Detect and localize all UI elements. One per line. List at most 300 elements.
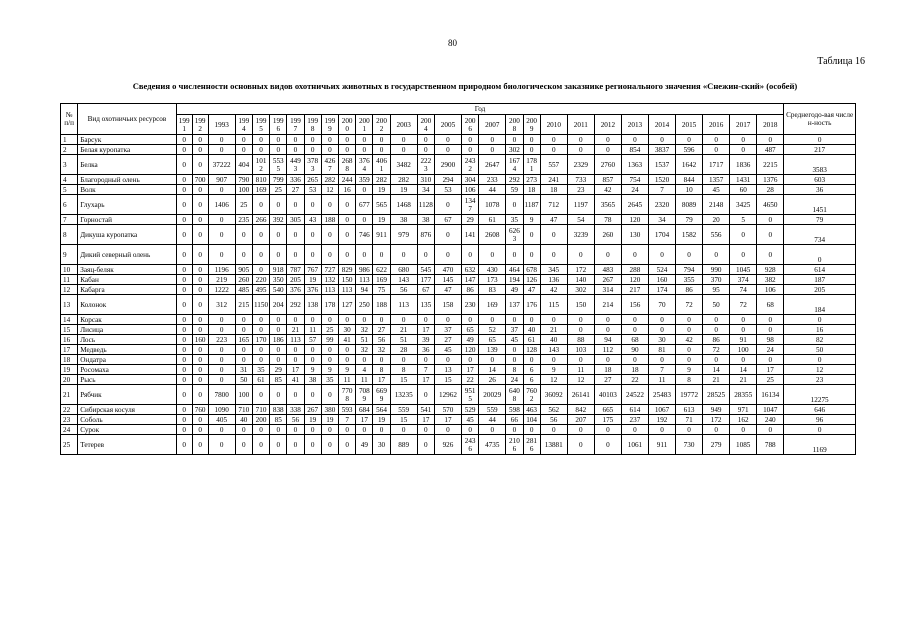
count-cell: 0	[192, 245, 208, 265]
count-cell: 27	[594, 375, 621, 385]
count-cell: 41	[287, 375, 304, 385]
count-cell: 0	[730, 225, 757, 245]
count-cell: 120	[621, 275, 648, 285]
count-cell: 0	[176, 225, 192, 245]
count-cell: 42	[594, 185, 621, 195]
count-cell: 979	[390, 225, 417, 245]
count-cell: 178	[321, 295, 338, 315]
average-cell: 0	[784, 245, 856, 265]
count-cell: 854	[621, 145, 648, 155]
count-cell: 727	[321, 265, 338, 275]
count-cell: 0	[235, 135, 252, 145]
count-cell: 0	[192, 435, 208, 455]
row-number: 18	[61, 355, 78, 365]
count-cell: 132	[321, 275, 338, 285]
count-cell: 0	[373, 135, 390, 145]
count-cell: 139	[479, 345, 506, 355]
table-row	[61, 195, 856, 215]
table-row	[61, 415, 856, 425]
count-cell: 0	[462, 355, 479, 365]
average-cell: 36	[784, 185, 856, 195]
count-cell: 788	[757, 435, 784, 455]
count-cell: 143	[540, 345, 567, 355]
row-number: 12	[61, 285, 78, 295]
count-cell: 2900	[434, 155, 461, 175]
header-year: 2016	[703, 115, 730, 135]
count-cell: 0	[270, 385, 287, 405]
count-cell: 0	[417, 355, 434, 365]
count-cell: 0	[648, 315, 675, 325]
count-cell: 593	[339, 405, 356, 415]
count-cell: 746	[356, 225, 373, 245]
count-cell: 18	[523, 185, 540, 195]
count-cell: 1078	[479, 195, 506, 215]
count-cell: 0	[621, 135, 648, 145]
count-cell: 7089	[356, 385, 373, 405]
count-cell: 0	[321, 345, 338, 355]
count-cell: 25	[321, 325, 338, 335]
count-cell: 0	[594, 435, 621, 455]
count-cell: 2106	[506, 435, 523, 455]
count-cell: 113	[390, 295, 417, 315]
count-cell: 0	[304, 345, 321, 355]
header-year: 2014	[648, 115, 675, 135]
count-cell: 282	[373, 175, 390, 185]
count-cell: 0	[523, 135, 540, 145]
count-cell: 0	[523, 315, 540, 325]
count-cell: 175	[594, 415, 621, 425]
count-cell: 844	[676, 175, 703, 185]
row-number: 6	[61, 195, 78, 215]
count-cell: 44	[479, 185, 506, 195]
count-cell: 1347	[462, 195, 479, 215]
count-cell: 632	[462, 265, 479, 275]
count-cell: 876	[417, 225, 434, 245]
count-cell: 305	[287, 215, 304, 225]
count-cell: 7	[648, 365, 675, 375]
count-cell: 1717	[703, 155, 730, 175]
count-cell: 19	[304, 415, 321, 425]
count-cell: 11	[356, 375, 373, 385]
count-cell: 986	[356, 265, 373, 275]
count-cell: 949	[703, 405, 730, 415]
count-cell: 17	[462, 365, 479, 375]
count-cell: 94	[356, 285, 373, 295]
count-cell: 0	[235, 325, 252, 335]
count-cell: 1582	[676, 225, 703, 245]
count-cell: 60	[730, 185, 757, 195]
count-cell: 0	[730, 355, 757, 365]
count-cell: 81	[648, 345, 675, 355]
header-year: 2013	[621, 115, 648, 135]
count-cell: 169	[479, 295, 506, 315]
count-cell: 0	[304, 315, 321, 325]
count-cell: 265	[304, 175, 321, 185]
count-cell: 1520	[648, 175, 675, 185]
count-cell: 0	[730, 325, 757, 335]
count-cell: 0	[287, 145, 304, 155]
count-cell: 345	[540, 265, 567, 275]
table-row	[61, 175, 856, 185]
header-year: 2007	[479, 115, 506, 135]
count-cell: 20029	[479, 385, 506, 405]
count-cell: 5535	[270, 155, 287, 175]
count-cell: 0	[252, 425, 269, 435]
count-cell: 51	[390, 335, 417, 345]
count-cell: 32	[373, 345, 390, 355]
average-cell: 0	[784, 135, 856, 145]
table-row	[61, 355, 856, 365]
table-row	[61, 135, 856, 145]
count-cell: 0	[434, 135, 461, 145]
count-cell: 98	[757, 335, 784, 345]
species-name: Волк	[78, 185, 176, 195]
count-cell: 0	[462, 315, 479, 325]
count-cell: 0	[235, 435, 252, 455]
count-cell: 0	[567, 325, 594, 335]
count-cell: 56	[540, 415, 567, 425]
count-cell: 710	[235, 405, 252, 415]
count-cell: 0	[567, 135, 594, 145]
count-cell: 0	[321, 135, 338, 145]
count-cell: 0	[540, 315, 567, 325]
count-cell: 8	[373, 365, 390, 375]
count-cell: 405	[208, 415, 235, 425]
count-cell: 0	[390, 355, 417, 365]
table-row	[61, 345, 856, 355]
count-cell: 0	[192, 135, 208, 145]
count-cell: 0	[208, 315, 235, 325]
count-cell: 926	[434, 435, 461, 455]
row-number: 2	[61, 145, 78, 155]
count-cell: 5	[730, 215, 757, 225]
count-cell: 2608	[479, 225, 506, 245]
count-cell: 464	[506, 265, 523, 275]
count-cell: 928	[757, 265, 784, 275]
count-cell: 0	[208, 225, 235, 245]
count-cell: 288	[621, 265, 648, 275]
count-cell: 188	[373, 295, 390, 315]
count-cell: 565	[373, 195, 390, 215]
table-row	[61, 265, 856, 275]
count-cell: 74	[730, 285, 757, 295]
count-cell: 3783	[304, 155, 321, 175]
count-cell: 15	[434, 375, 461, 385]
count-cell: 564	[373, 405, 390, 415]
count-cell: 29	[462, 215, 479, 225]
count-cell: 0	[373, 315, 390, 325]
count-cell: 0	[676, 325, 703, 335]
count-cell: 0	[287, 225, 304, 245]
count-cell: 1363	[621, 155, 648, 175]
count-cell: 3239	[567, 225, 594, 245]
count-cell: 0	[356, 315, 373, 325]
count-cell: 42	[540, 285, 567, 295]
count-cell: 40	[235, 415, 252, 425]
count-cell: 145	[434, 275, 461, 285]
count-cell: 2645	[621, 195, 648, 215]
count-cell: 12	[567, 375, 594, 385]
row-number: 25	[61, 435, 78, 455]
count-cell: 0	[356, 135, 373, 145]
count-cell: 25	[235, 195, 252, 215]
count-cell: 0	[287, 385, 304, 405]
average-cell: 1451	[784, 195, 856, 215]
count-cell: 0	[567, 435, 594, 455]
count-cell: 0	[252, 145, 269, 155]
count-cell: 0	[703, 425, 730, 435]
species-name: Глухарь	[78, 195, 176, 215]
count-cell: 0	[339, 345, 356, 355]
count-cell: 0	[594, 135, 621, 145]
count-cell: 49	[506, 285, 523, 295]
row-number: 5	[61, 185, 78, 195]
average-cell: 205	[784, 285, 856, 295]
count-cell: 165	[235, 335, 252, 345]
count-cell: 0	[252, 245, 269, 265]
count-cell: 45	[434, 345, 461, 355]
count-cell: 220	[252, 275, 269, 285]
count-cell: 45	[462, 415, 479, 425]
count-cell: 7	[417, 365, 434, 375]
count-cell: 0	[506, 315, 523, 325]
count-cell: 28525	[703, 385, 730, 405]
count-cell: 0	[208, 345, 235, 355]
count-cell: 380	[321, 405, 338, 415]
count-cell: 1431	[730, 175, 757, 185]
count-cell: 14	[703, 365, 730, 375]
row-number: 1	[61, 135, 78, 145]
species-name: Барсук	[78, 135, 176, 145]
count-cell: 24	[757, 345, 784, 355]
count-cell: 0	[479, 245, 506, 265]
species-name: Кабарга	[78, 285, 176, 295]
count-cell: 91	[730, 335, 757, 345]
average-cell: 12275	[784, 385, 856, 405]
count-cell: 23	[567, 185, 594, 195]
count-cell: 0	[540, 135, 567, 145]
count-cell: 25483	[648, 385, 675, 405]
count-cell: 204	[270, 295, 287, 315]
count-cell: 32	[356, 345, 373, 355]
count-cell: 0	[339, 245, 356, 265]
count-cell: 684	[356, 405, 373, 415]
count-cell: 0	[321, 425, 338, 435]
count-cell: 0	[594, 145, 621, 155]
header-year: 2009	[523, 115, 540, 135]
average-cell: 734	[784, 225, 856, 245]
count-cell: 794	[676, 265, 703, 275]
table-row	[61, 425, 856, 435]
count-cell: 3482	[390, 155, 417, 175]
count-cell: 19	[373, 185, 390, 195]
count-cell: 0	[676, 355, 703, 365]
count-cell: 30	[648, 335, 675, 345]
count-cell: 0	[252, 195, 269, 215]
count-cell: 990	[703, 265, 730, 275]
average-cell: 12	[784, 365, 856, 375]
count-cell: 0	[252, 385, 269, 405]
count-cell: 310	[417, 175, 434, 185]
count-cell: 0	[176, 405, 192, 415]
count-cell: 28355	[730, 385, 757, 405]
header-year: 2017	[730, 115, 757, 135]
count-cell: 2215	[757, 155, 784, 175]
species-name: Медведь	[78, 345, 176, 355]
count-cell: 0	[462, 425, 479, 435]
count-cell: 842	[567, 405, 594, 415]
count-cell: 19	[390, 185, 417, 195]
count-cell: 0	[252, 325, 269, 335]
count-cell: 0	[594, 245, 621, 265]
count-cell: 86	[676, 285, 703, 295]
count-cell: 56	[287, 415, 304, 425]
species-name: Горностай	[78, 215, 176, 225]
row-number: 14	[61, 315, 78, 325]
count-cell: 72	[676, 295, 703, 315]
count-cell: 141	[462, 225, 479, 245]
count-cell: 0	[270, 145, 287, 155]
count-cell: 83	[479, 285, 506, 295]
count-cell: 40103	[594, 385, 621, 405]
count-cell: 382	[757, 275, 784, 285]
count-cell: 75	[373, 285, 390, 295]
header-year: 1995	[252, 115, 269, 135]
row-number: 4	[61, 175, 78, 185]
species-name: Заяц-беляк	[78, 265, 176, 275]
count-cell: 0	[270, 355, 287, 365]
count-cell: 99	[321, 335, 338, 345]
count-cell: 0	[417, 385, 434, 405]
count-cell: 0	[192, 195, 208, 215]
count-cell: 53	[304, 185, 321, 195]
count-cell: 355	[676, 275, 703, 285]
count-cell: 72	[730, 295, 757, 315]
header-year: 2003	[390, 115, 417, 135]
count-cell: 273	[523, 175, 540, 185]
count-cell: 9	[304, 365, 321, 375]
count-cell: 0	[390, 145, 417, 155]
count-cell: 143	[390, 275, 417, 285]
count-cell: 1047	[757, 405, 784, 415]
count-cell: 0	[356, 355, 373, 365]
count-cell: 0	[287, 425, 304, 435]
table-row	[61, 295, 856, 315]
count-cell: 12962	[434, 385, 461, 405]
count-cell: 250	[356, 295, 373, 315]
count-cell: 173	[479, 275, 506, 285]
count-cell: 1704	[648, 225, 675, 245]
count-cell: 160	[648, 275, 675, 285]
header-year: 2008	[506, 115, 523, 135]
count-cell: 710	[252, 405, 269, 415]
count-cell: 130	[621, 225, 648, 245]
table-row	[61, 375, 856, 385]
count-cell: 0	[757, 245, 784, 265]
count-cell: 0	[321, 195, 338, 215]
row-number: 9	[61, 245, 78, 265]
count-cell: 14	[479, 365, 506, 375]
count-cell: 86	[703, 335, 730, 345]
count-cell: 112	[594, 345, 621, 355]
count-cell: 194	[506, 275, 523, 285]
count-cell: 61	[523, 335, 540, 345]
count-cell: 0	[757, 135, 784, 145]
count-cell: 7800	[208, 385, 235, 405]
count-cell: 150	[567, 295, 594, 315]
count-cell: 0	[252, 345, 269, 355]
row-number: 16	[61, 335, 78, 345]
header-year: 2002	[373, 115, 390, 135]
count-cell: 68	[757, 295, 784, 315]
count-cell: 47	[523, 285, 540, 295]
count-cell: 17	[417, 415, 434, 425]
count-cell: 0	[417, 425, 434, 435]
count-cell: 18	[540, 185, 567, 195]
count-cell: 6	[523, 365, 540, 375]
average-cell: 0	[784, 315, 856, 325]
count-cell: 0	[506, 355, 523, 365]
count-cell: 0	[176, 355, 192, 365]
count-cell: 0	[176, 435, 192, 455]
count-cell: 35	[506, 215, 523, 225]
count-cell: 0	[252, 265, 269, 275]
count-cell: 0	[648, 355, 675, 365]
row-number: 20	[61, 375, 78, 385]
species-name: Рысь	[78, 375, 176, 385]
species-name: Белая куропатка	[78, 145, 176, 155]
count-cell: 0	[176, 285, 192, 295]
count-cell: 79	[676, 215, 703, 225]
count-cell: 16	[339, 185, 356, 195]
count-cell: 0	[304, 135, 321, 145]
table-row	[61, 435, 856, 455]
count-cell: 156	[621, 295, 648, 315]
count-cell: 810	[252, 175, 269, 185]
count-cell: 26141	[567, 385, 594, 405]
count-cell: 0	[506, 135, 523, 145]
count-cell: 0	[339, 355, 356, 365]
table-row	[61, 335, 856, 345]
count-cell: 0	[373, 425, 390, 435]
species-name: Ондатра	[78, 355, 176, 365]
count-cell: 0	[270, 195, 287, 215]
count-cell: 678	[523, 265, 540, 275]
count-cell: 15	[390, 375, 417, 385]
count-cell: 294	[434, 175, 461, 185]
count-cell: 312	[208, 295, 235, 315]
count-cell: 0	[208, 365, 235, 375]
count-cell: 27	[434, 335, 461, 345]
species-name: Белка	[78, 155, 176, 175]
count-cell: 21	[730, 375, 757, 385]
count-cell: 0	[208, 425, 235, 435]
count-cell: 541	[417, 405, 434, 415]
count-cell: 244	[339, 175, 356, 185]
table-row	[61, 285, 856, 295]
count-cell: 0	[730, 315, 757, 325]
count-cell: 45	[703, 185, 730, 195]
count-cell: 0	[270, 425, 287, 435]
count-cell: 0	[192, 225, 208, 245]
average-cell: 0	[784, 425, 856, 435]
row-number: 15	[61, 325, 78, 335]
count-cell: 622	[373, 265, 390, 275]
count-cell: 0	[567, 145, 594, 155]
count-cell: 14	[730, 365, 757, 375]
count-cell: 0	[208, 215, 235, 225]
count-cell: 767	[304, 265, 321, 275]
